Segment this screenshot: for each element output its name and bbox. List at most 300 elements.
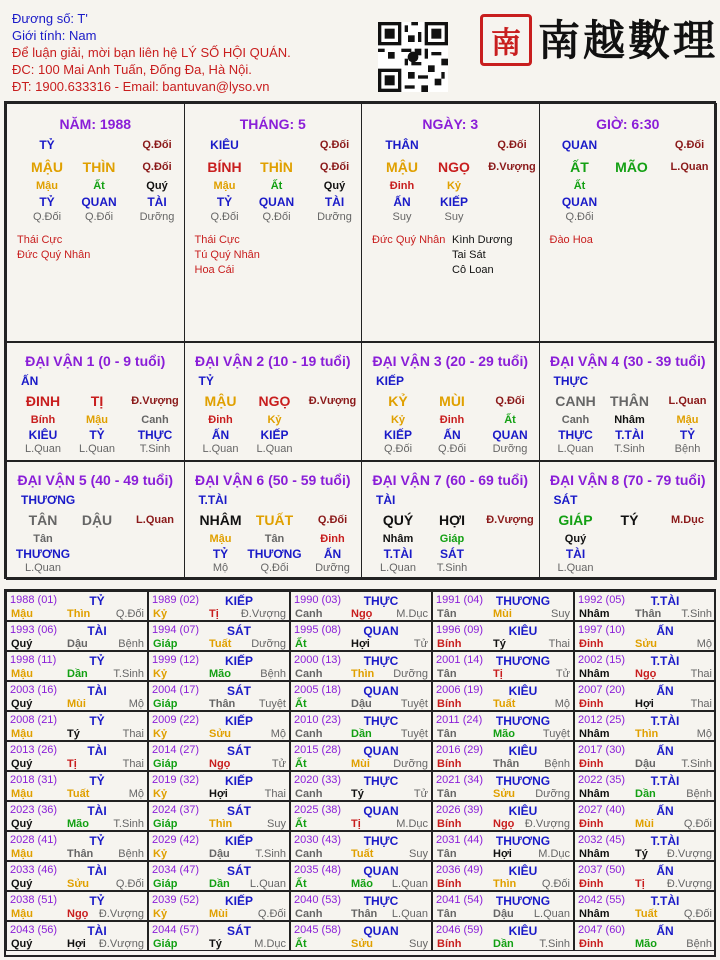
ten-god-star: QUAN	[363, 864, 399, 878]
year-label: 2037 (50)	[578, 864, 626, 876]
ten-god-star: QUAN	[363, 684, 399, 698]
life-stage: L.Quan	[249, 878, 286, 890]
gender-row	[12, 27, 372, 44]
hidden-stem: Ất	[573, 180, 586, 192]
year-cell	[6, 711, 148, 741]
year-cell	[148, 801, 290, 831]
life-stage: L.Quan	[78, 443, 116, 455]
earthly-branch: TỊ	[90, 393, 104, 409]
life-stage: Q.Đối	[84, 211, 114, 223]
hidden-stem: Ất	[93, 180, 105, 192]
ten-god-star: KIÊU	[210, 138, 239, 152]
year-stem: Kỷ	[153, 908, 168, 920]
life-stage: Dưỡng	[317, 211, 352, 223]
year-label: 2017 (30)	[578, 744, 626, 756]
year-stem: Tân	[437, 908, 457, 920]
hidden-star: TỶ	[39, 195, 55, 209]
year-stem: Bính	[437, 878, 462, 890]
ten-god-star: KIẾP	[224, 714, 254, 728]
branch-state: L.Quan	[668, 395, 707, 407]
year-branch: Tuất	[67, 788, 90, 800]
year-label: 2020 (33)	[294, 774, 342, 786]
year-branch: Mão	[67, 818, 89, 830]
earthly-branch: NGỌ	[258, 393, 291, 409]
life-stage: Mộ	[696, 728, 712, 740]
year-stem: Ất	[295, 818, 307, 830]
pillar-cell	[361, 103, 540, 342]
year-branch: Tý	[351, 788, 364, 800]
life-stage: Đ.Vượng	[240, 608, 286, 620]
year-branch: Ngọ	[209, 758, 231, 770]
shensha-item: Thái Cực	[194, 234, 240, 246]
year-label: 1994 (07)	[152, 624, 200, 636]
shensha-item: Thái Cực	[17, 234, 63, 246]
ten-god-star: T.TÀI	[650, 714, 680, 728]
life-stage: Q.Đối	[541, 878, 570, 890]
annual-luck-table	[4, 589, 716, 957]
hidden-star: T.TÀI	[615, 428, 644, 442]
life-stage: Thai	[122, 758, 144, 770]
year-label: 1997 (10)	[578, 624, 626, 636]
year-cell	[6, 831, 148, 861]
year-cell	[6, 651, 148, 681]
hidden-stem: Nhâm	[382, 533, 414, 545]
hidden-star: QUAN	[492, 428, 528, 442]
luck-pillar-title: ĐẠI VẬN 2 (10 - 19 tuổi)	[194, 353, 351, 369]
ten-god-star: TỶ	[89, 714, 105, 728]
life-stage: M.Dục	[396, 818, 428, 830]
hidden-star: THỰC	[558, 428, 593, 442]
heavenly-stem: ĐINH	[25, 393, 61, 409]
year-cell	[432, 681, 574, 711]
year-stem: Nhâm	[579, 668, 610, 680]
ten-god-star: KIÊU	[508, 684, 538, 698]
year-cell	[290, 591, 432, 621]
year-stem: Giáp	[153, 638, 178, 650]
year-stem: Đinh	[579, 878, 604, 890]
life-stage: Q.Đối	[115, 608, 144, 620]
life-stage: Q.Đối	[210, 211, 239, 223]
ten-god-star: SÁT	[227, 684, 251, 698]
ten-god-star: SÁT	[227, 924, 251, 938]
gender-label: Giới tính:	[12, 28, 66, 43]
year-branch: Tý	[635, 848, 648, 860]
ten-god-star: THƯƠNG	[495, 834, 551, 848]
year-cell	[148, 591, 290, 621]
hidden-star: KIẾP	[383, 428, 413, 442]
ten-god-star: ẤN	[656, 924, 674, 938]
year-cell	[290, 651, 432, 681]
ten-god-star: SÁT	[227, 624, 251, 638]
luck-pillar-title: ĐẠI VẬN 4 (30 - 39 tuổi)	[549, 353, 706, 369]
year-stem: Đinh	[579, 938, 604, 950]
year-label: 2023 (36)	[10, 804, 58, 816]
hidden-star: TỶ	[89, 428, 105, 442]
luck-pillar-cell	[361, 461, 540, 580]
ten-god-star: KIẾP	[224, 594, 254, 608]
branch-state: L.Quan	[136, 514, 174, 526]
life-stage: Q.Đối	[383, 443, 413, 455]
ten-god-star: TỶ	[89, 894, 105, 908]
shensha-item: Cô Loan	[452, 264, 494, 276]
year-stem: Kỷ	[153, 668, 168, 680]
year-branch: Tý	[209, 938, 222, 950]
year-branch: Sửu	[635, 638, 658, 650]
ten-god-star: QUAN	[561, 138, 598, 152]
life-stage: M.Dục	[396, 608, 428, 620]
year-stem: Bính	[437, 938, 462, 950]
year-stem: Quý	[11, 758, 33, 770]
hidden-stem: Canh	[141, 414, 169, 426]
year-cell	[574, 651, 716, 681]
year-stem: Ất	[295, 938, 307, 950]
year-stem: Mậu	[11, 608, 33, 620]
year-stem: Ất	[295, 698, 307, 710]
year-label: 1993 (06)	[10, 624, 58, 636]
year-label: 2038 (51)	[10, 894, 58, 906]
year-stem: Ất	[295, 878, 307, 890]
life-stage: Tử	[555, 668, 570, 680]
branch-state: M.Dục	[671, 514, 704, 526]
year-branch: Dần	[67, 668, 88, 680]
year-stem: Quý	[11, 818, 33, 830]
year-stem: Nhâm	[579, 608, 610, 620]
year-stem: Tân	[437, 728, 457, 740]
life-stage: Bệnh	[260, 668, 286, 680]
luck-pillar-title: ĐẠI VẬN 5 (40 - 49 tuổi)	[17, 472, 174, 488]
hidden-stem: Mậu	[676, 414, 699, 426]
ten-god-star: TÀI	[87, 924, 107, 938]
year-label: 2012 (25)	[578, 714, 626, 726]
luck-pillar-cell	[6, 461, 185, 580]
year-label: 2007 (20)	[578, 684, 626, 696]
ten-god-star: KIÊU	[508, 804, 538, 818]
year-stem: Nhâm	[579, 788, 610, 800]
ten-god-star: ẤN	[21, 374, 39, 388]
year-label: 2035 (48)	[294, 864, 342, 876]
stem-state: Q.Đối	[319, 139, 350, 151]
hidden-star: TỶ	[679, 428, 696, 442]
year-branch: Tị	[351, 818, 361, 830]
subject-name: Đương số: T'	[12, 11, 88, 26]
life-stage: T.Sinh	[681, 608, 712, 620]
year-label: 2011 (24)	[436, 714, 483, 726]
life-stage: Đ.Vượng	[524, 818, 570, 830]
bazi-board	[4, 101, 716, 579]
life-stage: Tuyệt	[258, 698, 286, 710]
life-stage: T.Sinh	[539, 938, 570, 950]
year-branch: Dần	[351, 728, 372, 740]
year-label: 2010 (23)	[294, 714, 342, 726]
ten-god-star: THỰC	[363, 714, 399, 728]
year-cell	[148, 681, 290, 711]
year-cell	[432, 621, 574, 651]
year-stem: Bính	[437, 818, 462, 830]
heavenly-stem: NHÂM	[199, 512, 242, 528]
ten-god-star: ẤN	[656, 864, 674, 878]
shensha-list	[17, 233, 90, 263]
ten-god-star: TỶ	[89, 654, 105, 668]
ten-god-star: ẤN	[656, 684, 674, 698]
year-branch: Tị	[493, 668, 503, 680]
year-cell	[290, 711, 432, 741]
year-label: 1995 (08)	[294, 624, 342, 636]
hidden-stem: Mậu	[209, 533, 232, 545]
year-stem: Mậu	[11, 908, 33, 920]
ten-god-star: KIÊU	[508, 924, 538, 938]
year-branch: Tuất	[493, 698, 516, 710]
hidden-star: THƯƠNG	[15, 547, 71, 561]
ten-god-star: KIÊU	[508, 624, 538, 638]
shensha-list	[550, 233, 593, 248]
hidden-star: ẤN	[323, 547, 342, 561]
heavenly-stem: ẤT	[570, 159, 589, 175]
life-stage: Mộ	[212, 562, 229, 574]
year-label: 2016 (29)	[436, 744, 484, 756]
year-cell	[574, 801, 716, 831]
shensha-item: Tú Quý Nhân	[194, 249, 260, 261]
year-branch: Tị	[209, 608, 219, 620]
year-label: 2008 (21)	[10, 714, 58, 726]
life-stage: L.Quan	[379, 562, 417, 574]
earthly-branch: TUẤT	[255, 512, 294, 528]
life-stage: Q.Đối	[683, 908, 712, 920]
life-stage: Q.Đối	[257, 908, 286, 920]
hidden-star: TỶ	[212, 547, 229, 561]
ten-god-star: TÀI	[87, 804, 107, 818]
hidden-star: T.TÀI	[383, 547, 413, 561]
ten-god-star: TÀI	[87, 624, 107, 638]
year-stem: Quý	[11, 638, 33, 650]
shensha-item: Đức Quý Nhân	[17, 249, 91, 261]
life-stage: Q.Đối	[437, 443, 467, 455]
life-stage: Suy	[267, 818, 286, 830]
ten-god-star: THÂN	[385, 138, 419, 152]
ten-god-star: THƯƠNG	[495, 654, 551, 668]
life-stage: Bệnh	[118, 848, 144, 860]
year-cell	[432, 711, 574, 741]
stem-state: Q.Đối	[142, 139, 172, 151]
ten-god-star: T.TÀI	[650, 834, 680, 848]
hidden-star: TỶ	[216, 195, 233, 209]
year-cell	[148, 921, 290, 951]
year-branch: Thìn	[209, 818, 233, 830]
branch-state: Q.Đối	[317, 514, 348, 526]
year-stem: Kỷ	[153, 728, 168, 740]
year-branch: Dậu	[635, 758, 656, 770]
life-stage: Thai	[690, 668, 712, 680]
hidden-stem: Đinh	[439, 414, 465, 426]
year-label: 2022 (35)	[578, 774, 626, 786]
life-stage: Đ.Vượng	[98, 938, 144, 950]
luck-pillar-cell	[6, 342, 185, 461]
year-cell	[574, 771, 716, 801]
hidden-stem: Ất	[270, 180, 283, 192]
year-cell	[432, 861, 574, 891]
year-cell	[574, 741, 716, 771]
life-stage: Q.Đối	[32, 211, 62, 223]
hidden-stem: Mậu	[213, 180, 236, 192]
hidden-stem: Đinh	[208, 414, 233, 426]
year-cell	[148, 861, 290, 891]
year-stem: Đinh	[579, 698, 604, 710]
hidden-stem: Ất	[504, 414, 516, 426]
year-stem: Giáp	[153, 698, 178, 710]
ten-god-star: QUAN	[363, 624, 399, 638]
year-label: 2001 (14)	[436, 654, 484, 666]
pillar-cell	[539, 103, 718, 342]
heavenly-stem: GIÁP	[558, 512, 593, 528]
year-stem: Mậu	[11, 788, 33, 800]
year-label: 1998 (11)	[10, 654, 57, 666]
year-cell	[6, 801, 148, 831]
life-stage: Mộ	[696, 638, 712, 650]
ten-god-star: THỰC	[363, 894, 399, 908]
year-branch: Dần	[493, 938, 514, 950]
hidden-stem: Mậu	[86, 414, 108, 426]
life-stage: Q.Đối	[115, 878, 144, 890]
year-label: 2043 (56)	[10, 924, 58, 936]
year-branch: Thân	[635, 608, 662, 620]
year-label: 1990 (03)	[294, 594, 342, 606]
ten-god-star: TỶ	[39, 138, 55, 152]
ten-god-star: THƯƠNG	[495, 894, 551, 908]
year-label: 2047 (60)	[578, 924, 626, 936]
life-stage: L.Quan	[24, 443, 62, 455]
pillar-title: NĂM: 1988	[59, 116, 132, 132]
year-cell	[574, 681, 716, 711]
branch-state: L.Quan	[670, 161, 709, 173]
year-cell	[574, 621, 716, 651]
life-stage: Tuyệt	[400, 698, 428, 710]
ten-god-star: SÁT	[227, 804, 251, 818]
year-stem: Đinh	[579, 758, 604, 770]
year-label: 2002 (15)	[578, 654, 626, 666]
ten-god-star: TÀI	[87, 684, 107, 698]
year-branch: Mùi	[493, 608, 512, 620]
life-stage: Dưỡng	[492, 443, 528, 455]
year-cell	[148, 621, 290, 651]
ten-god-star: THỰC	[363, 774, 399, 788]
life-stage: L.Quan	[202, 443, 239, 455]
hidden-star: TÀI	[565, 547, 586, 561]
ten-god-star: SÁT	[553, 493, 578, 507]
ten-god-star: SÁT	[227, 744, 251, 758]
pillar-cell	[6, 103, 185, 342]
hidden-star: ẤN	[443, 428, 461, 442]
life-stage: Q.Đối	[260, 562, 289, 574]
ten-god-star: QUAN	[363, 804, 399, 818]
hidden-stem: Mậu	[36, 180, 58, 192]
heavenly-stem: MẬU	[31, 159, 63, 175]
year-label: 2006 (19)	[436, 684, 484, 696]
year-branch: Dậu	[209, 848, 230, 860]
hidden-stem: Quý	[564, 533, 587, 545]
life-stage: Bệnh	[686, 938, 712, 950]
ten-god-star: KIẾP	[224, 774, 254, 788]
year-cell	[574, 861, 716, 891]
earthly-branch: THÂN	[610, 393, 649, 409]
year-branch: Thân	[493, 758, 520, 770]
year-label: 2005 (18)	[294, 684, 342, 696]
year-cell	[574, 591, 716, 621]
year-stem: Canh	[295, 788, 323, 800]
year-cell	[574, 921, 716, 951]
life-stage: Tử	[413, 788, 428, 800]
ten-god-star: THỰC	[363, 594, 399, 608]
ten-god-star: QUAN	[363, 744, 399, 758]
life-stage: Q.Đối	[683, 818, 712, 830]
year-cell	[148, 771, 290, 801]
year-cell	[290, 681, 432, 711]
hidden-star: KIÊU	[28, 428, 58, 442]
year-label: 1989 (02)	[152, 594, 200, 606]
ten-god-star: QUAN	[363, 924, 399, 938]
year-label: 2013 (26)	[10, 744, 58, 756]
hidden-stem: Kỷ	[390, 414, 406, 426]
year-label: 2028 (41)	[10, 834, 58, 846]
year-cell	[432, 591, 574, 621]
pillar-title: NGÀY: 3	[422, 116, 479, 132]
year-label: 2024 (37)	[152, 804, 200, 816]
year-cell	[290, 621, 432, 651]
year-cell	[6, 891, 148, 921]
year-stem: Giáp	[153, 818, 178, 830]
year-label: 1991 (04)	[436, 594, 484, 606]
shensha-item: Đào Hoa	[549, 234, 593, 246]
year-branch: Mão	[209, 668, 231, 680]
ten-god-star: KIẾP	[376, 374, 405, 388]
year-stem: Bính	[437, 698, 462, 710]
year-stem: Canh	[295, 668, 323, 680]
hidden-star: KIẾP	[260, 428, 289, 442]
year-label: 2021 (34)	[436, 774, 484, 786]
year-branch: Mùi	[351, 758, 370, 770]
year-label: 2019 (32)	[152, 774, 200, 786]
year-label: 2014 (27)	[152, 744, 200, 756]
ten-god-star: T.TÀI	[198, 493, 228, 507]
year-cell	[6, 921, 148, 951]
year-label: 2003 (16)	[10, 684, 58, 696]
ten-god-star: KIÊU	[508, 744, 538, 758]
year-branch: Tý	[67, 728, 80, 740]
year-stem: Quý	[11, 698, 33, 710]
pillar-title: THÁNG: 5	[239, 116, 306, 132]
branch-state: Q.Đối	[319, 161, 350, 173]
life-stage: T.Sinh	[113, 668, 144, 680]
year-cell	[148, 711, 290, 741]
year-cell	[574, 711, 716, 741]
life-stage: T.Sinh	[139, 443, 171, 455]
year-label: 1999 (12)	[152, 654, 200, 666]
life-stage: L.Quan	[256, 443, 293, 455]
year-stem: Nhâm	[579, 848, 610, 860]
ten-god-star: TÀI	[87, 864, 107, 878]
year-label: 2025 (38)	[294, 804, 342, 816]
ten-god-star: THỰC	[363, 834, 399, 848]
year-cell	[148, 741, 290, 771]
luck-pillar-cell	[184, 461, 363, 580]
life-stage: Thai	[548, 638, 570, 650]
year-label: 1996 (09)	[436, 624, 484, 636]
year-stem: Nhâm	[579, 908, 610, 920]
year-branch: Tuất	[209, 638, 232, 650]
life-stage: Đ.Vượng	[666, 848, 712, 860]
ten-god-star: TỶ	[89, 834, 105, 848]
year-label: 2030 (43)	[294, 834, 342, 846]
year-label: 2000 (13)	[294, 654, 342, 666]
luck-pillar-title: ĐẠI VẬN 7 (60 - 69 tuổi)	[372, 472, 529, 488]
